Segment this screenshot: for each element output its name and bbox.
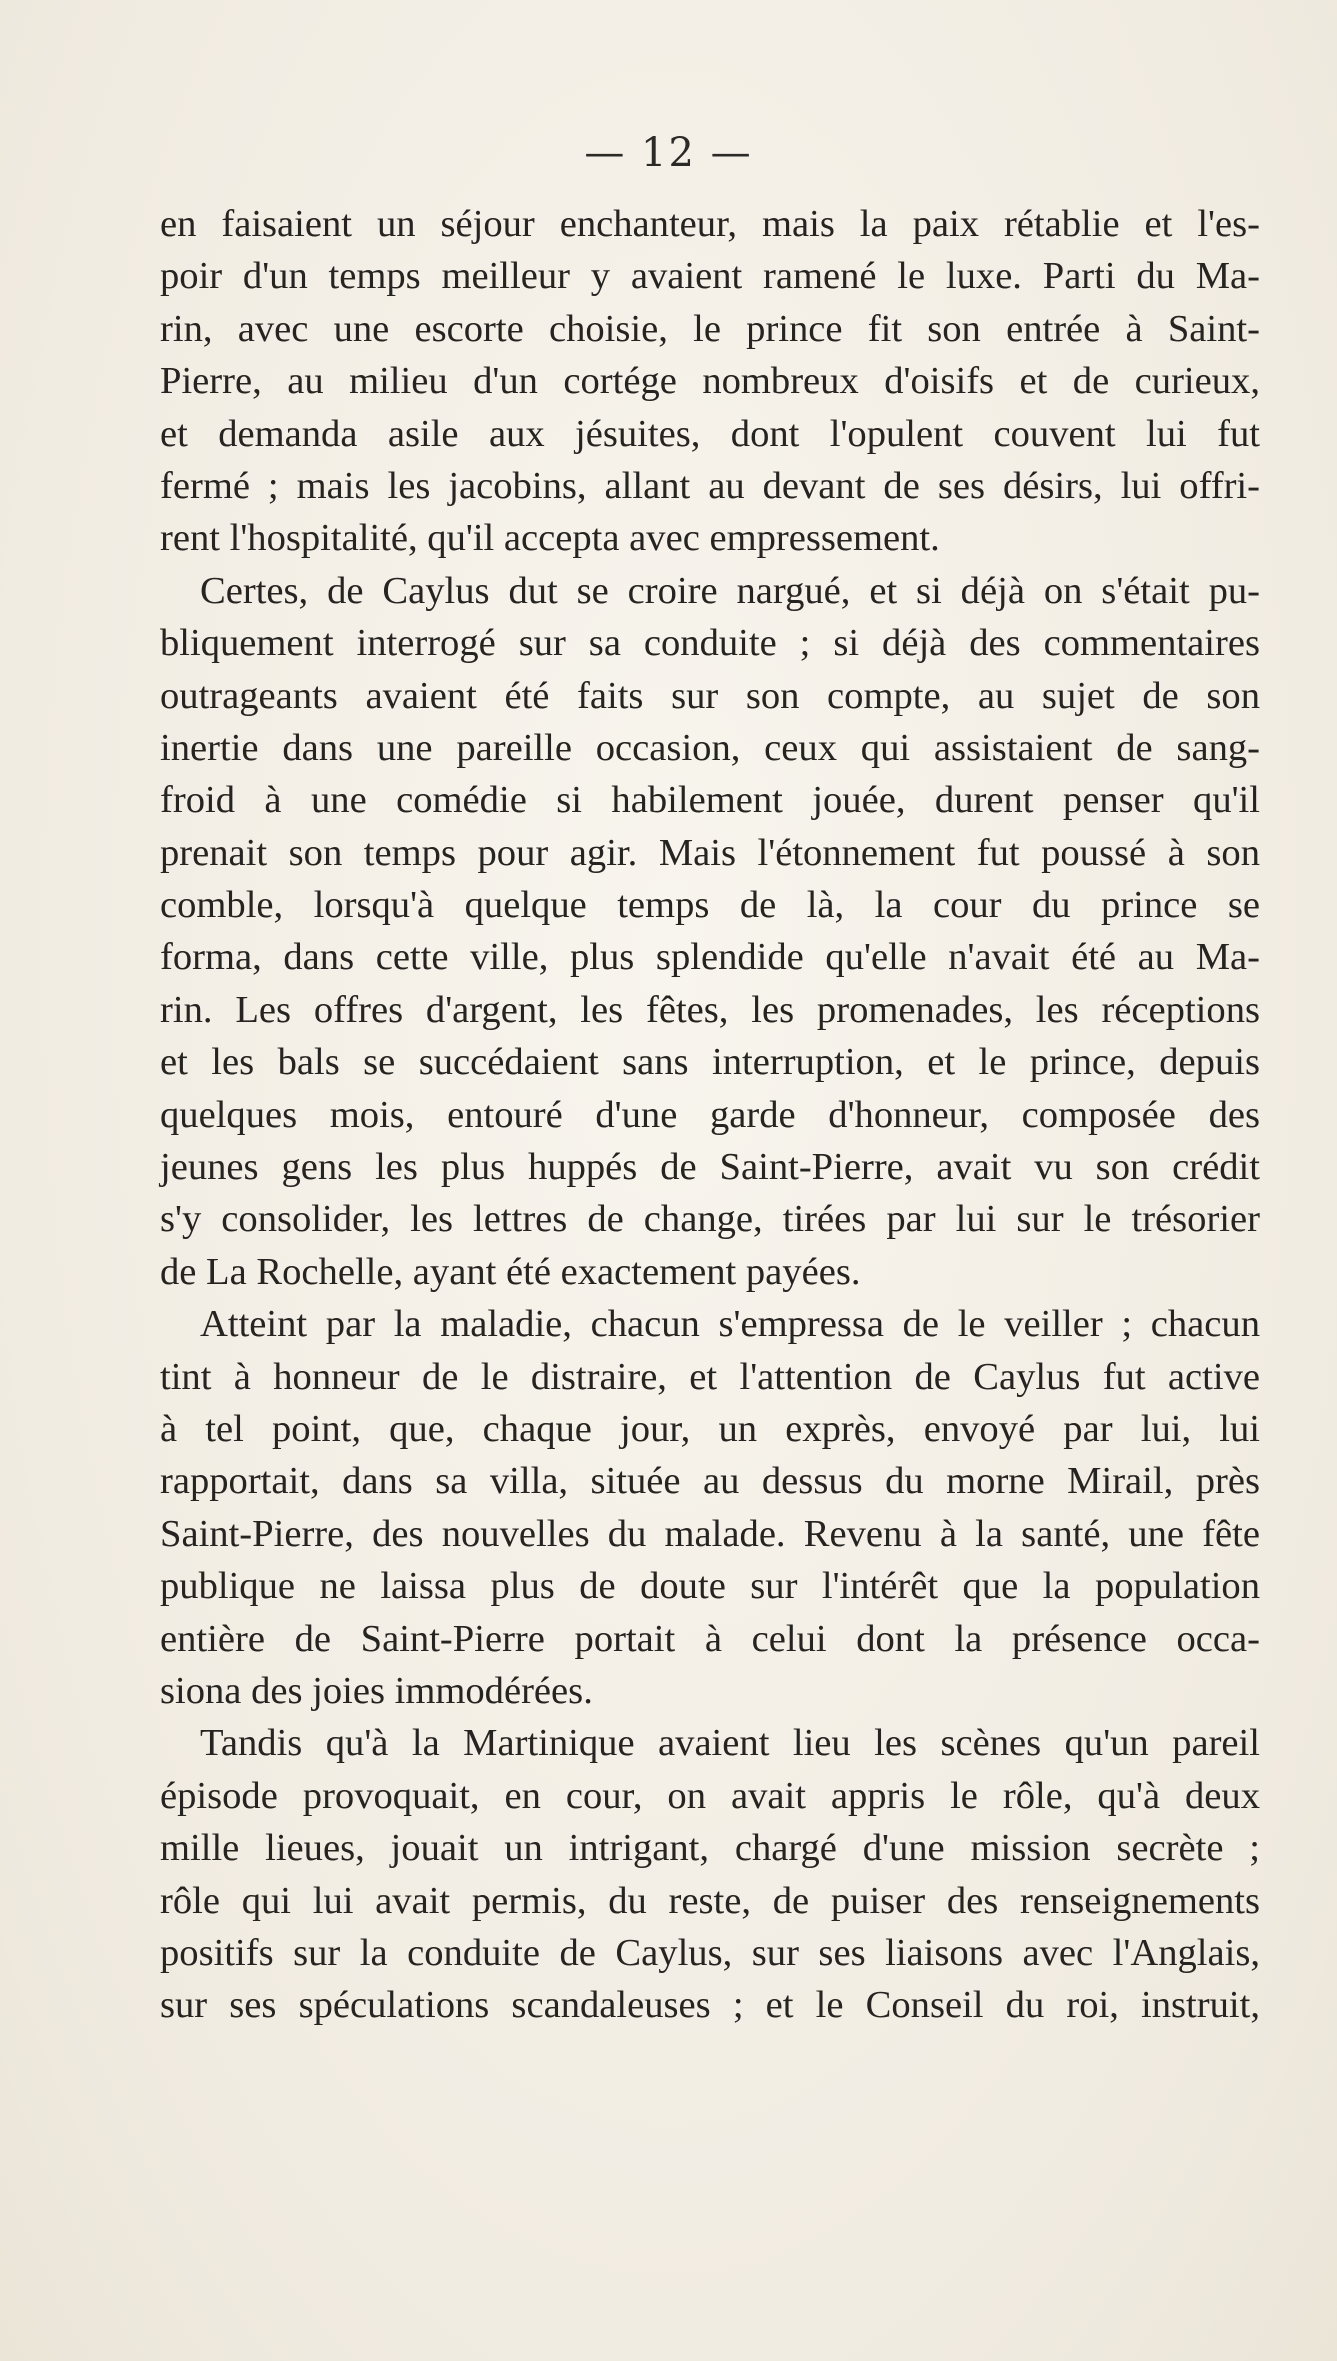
- text-line: Atteint par la maladie, chacun s'empressa de le veiller ; chacun: [200, 1303, 1260, 1346]
- text-line: et les bals se succédaient sans interruption, et le prince, depuis: [160, 1041, 1260, 1084]
- text-line: forma, dans cette ville, plus splendide qu'elle n'avait été au Ma-: [160, 936, 1260, 979]
- body-text: [160, 198, 1260, 2032]
- text-line: mille lieues, jouait un intrigant, chargé d'une mission secrète ;: [160, 1827, 1260, 1870]
- text-line: poir d'un temps meilleur y avaient ramené le luxe. Parti du Ma-: [160, 255, 1260, 298]
- text-line: comble, lorsqu'à quelque temps de là, la cour du prince se: [160, 884, 1260, 927]
- text-line: rin, avec une escorte choisie, le prince fit son entrée à Saint-: [160, 307, 1260, 350]
- page-number: — 12 —: [584, 130, 753, 176]
- text-line: épisode provoquait, en cour, on avait appris le rôle, qu'à deux: [160, 1774, 1260, 1817]
- text-line: rent l'hospitalité, qu'il accepta avec empressement.: [160, 517, 940, 560]
- text-line: Pierre, au milieu d'un cortége nombreux d'oisifs et de curieux,: [160, 360, 1260, 403]
- text-line: à tel point, que, chaque jour, un exprès, envoyé par lui, lui: [160, 1407, 1260, 1450]
- text-line: Certes, de Caylus dut se croire nargué, et si déjà on s'était pu-: [200, 569, 1260, 612]
- text-line: de La Rochelle, ayant été exactement payées.: [160, 1250, 861, 1293]
- text-line: siona des joies immodérées.: [160, 1669, 593, 1712]
- text-line: en faisaient un séjour enchanteur, mais la paix rétablie et l'es-: [160, 203, 1260, 245]
- text-line: froid à une comédie si habilement jouée, durent penser qu'il: [160, 779, 1260, 822]
- text-line: tint à honneur de le distraire, et l'attention de Caylus fut active: [160, 1355, 1260, 1398]
- text-line: prenait son temps pour agir. Mais l'étonnement fut poussé à son: [160, 831, 1260, 874]
- text-line: inertie dans une pareille occasion, ceux qui assistaient de sang-: [160, 726, 1260, 769]
- text-line: bliquement interrogé sur sa conduite ; si déjà des commentaires: [160, 622, 1260, 665]
- text-line: publique ne laissa plus de doute sur l'intérêt que la population: [160, 1565, 1260, 1608]
- text-line: Tandis qu'à la Martinique avaient lieu les scènes qu'un pareil: [200, 1722, 1260, 1765]
- text-line: outrageants avaient été faits sur son compte, au sujet de son: [160, 674, 1260, 717]
- text-line: sur ses spéculations scandaleuses ; et le Conseil du roi, instruit,: [160, 1984, 1260, 2027]
- text-line: rin. Les offres d'argent, les fêtes, les promenades, les réceptions: [160, 988, 1260, 1031]
- text-line: Saint-Pierre, des nouvelles du malade. Revenu à la santé, une fête: [160, 1512, 1260, 1555]
- text-line: rapportait, dans sa villa, située au dessus du morne Mirail, près: [160, 1460, 1260, 1503]
- text-line: fermé ; mais les jacobins, allant au devant de ses désirs, lui offri-: [160, 464, 1260, 507]
- text-line: s'y consolider, les lettres de change, tirées par lui sur le trésorier: [160, 1198, 1260, 1241]
- text-line: entière de Saint-Pierre portait à celui dont la présence occa-: [160, 1617, 1260, 1660]
- text-line: positifs sur la conduite de Caylus, sur ses liaisons avec l'Anglais,: [160, 1931, 1260, 1974]
- text-line: et demanda asile aux jésuites, dont l'opulent couvent lui fut: [160, 412, 1260, 455]
- text-line: quelques mois, entouré d'une garde d'honneur, composée des: [160, 1093, 1260, 1136]
- text-line: rôle qui lui avait permis, du reste, de puiser des renseignements: [160, 1879, 1260, 1922]
- text-line: jeunes gens les plus huppés de Saint-Pierre, avait vu son crédit: [160, 1146, 1260, 1189]
